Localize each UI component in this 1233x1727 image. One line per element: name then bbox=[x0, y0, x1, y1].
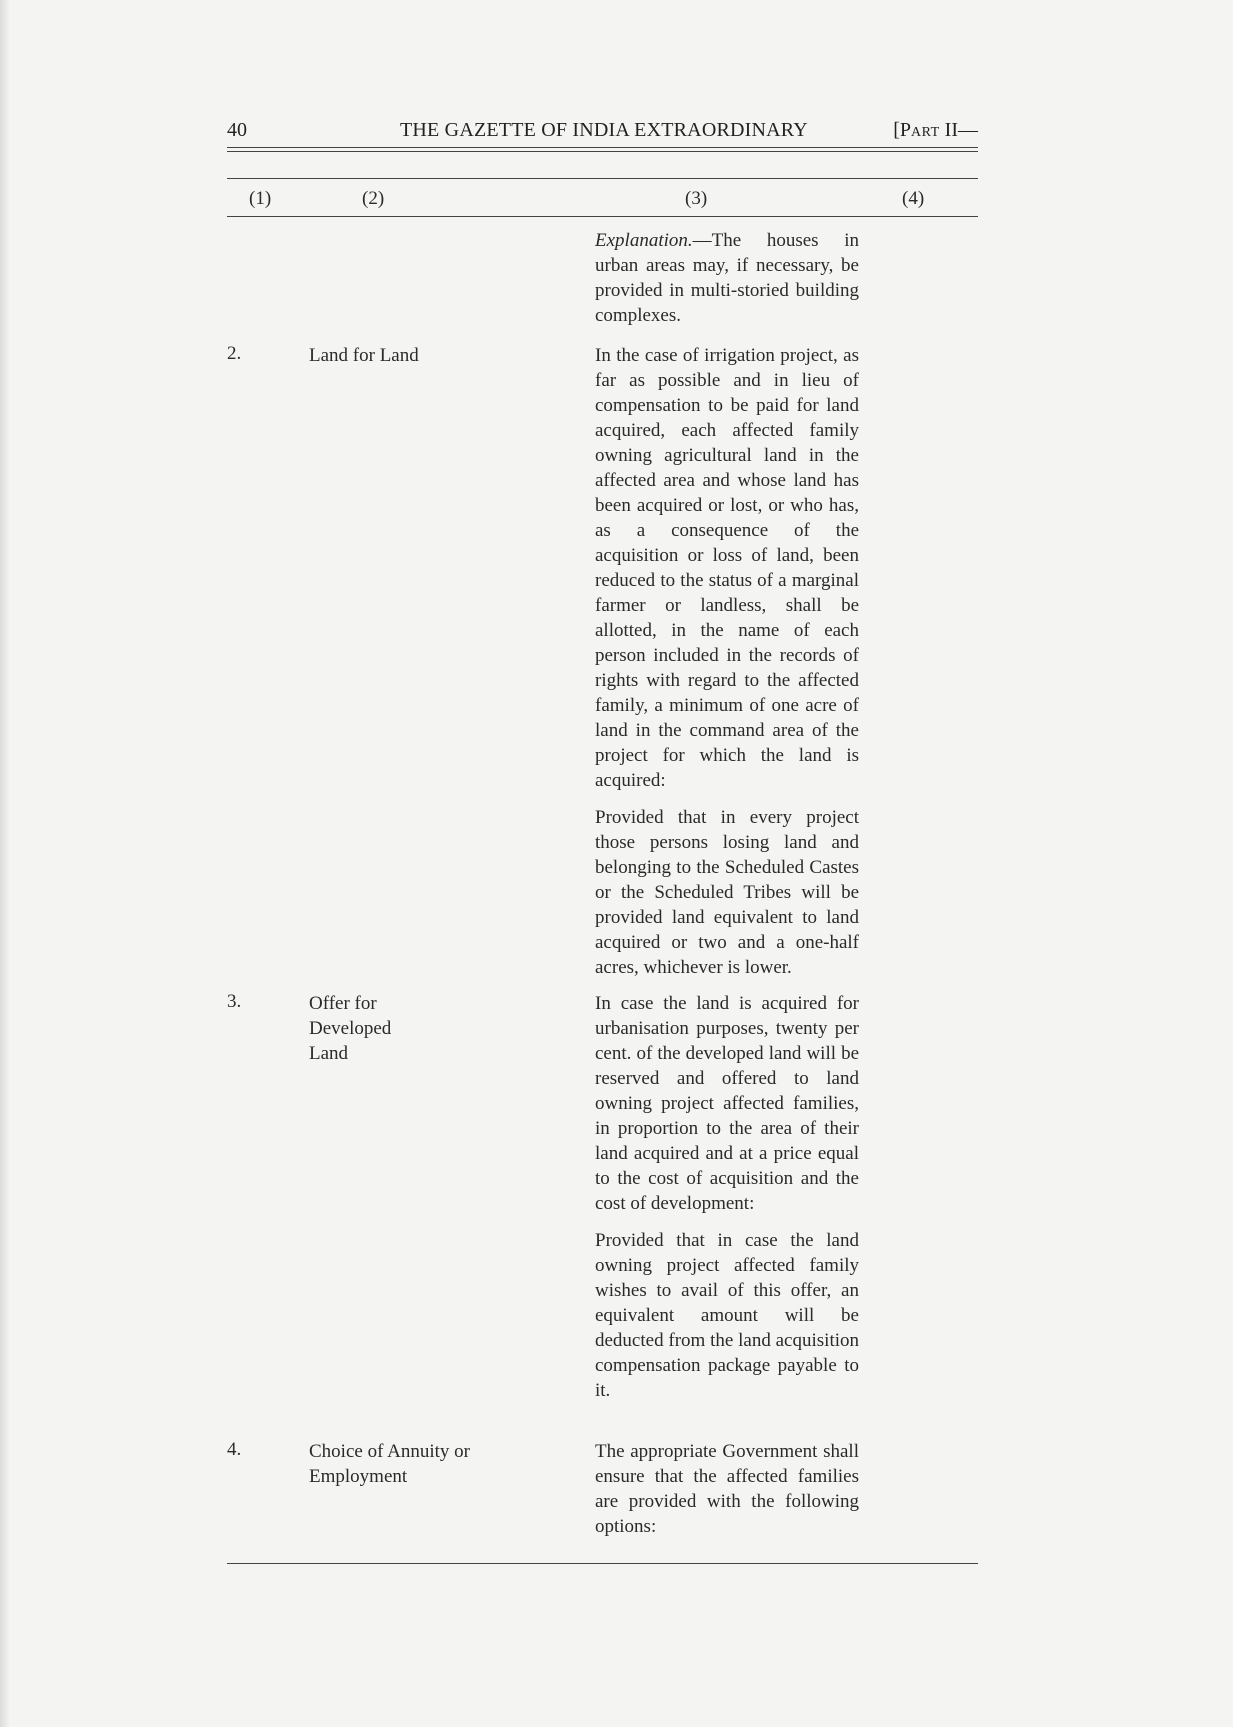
column-heading-2: (2) bbox=[362, 188, 385, 209]
explanation-text: —The houses in urban areas may, if necessary, be provided in multi-storied building complexes. bbox=[595, 230, 859, 326]
header-rule-bottom bbox=[227, 151, 978, 152]
row-number: 3. bbox=[227, 991, 242, 1012]
page-edge-shadow bbox=[0, 0, 10, 1727]
explanation-paragraph bbox=[595, 228, 859, 328]
row-paragraph: The appropriate Government shall ensure that the affected families are provided with the following options: bbox=[595, 1441, 859, 1537]
part-label: [PART II— bbox=[893, 119, 978, 141]
proviso-paragraph: Provided that in every project those persons losing land and belonging to the Scheduled Castes or the Scheduled Tribes will be provided land equivalent to land acquired or two and a one-half acres, whichever is lower. bbox=[595, 807, 859, 978]
header-rule-top bbox=[227, 147, 978, 148]
column-heading-1: (1) bbox=[249, 188, 272, 209]
table-top-rule bbox=[227, 178, 978, 179]
page-number: 40 bbox=[227, 119, 247, 141]
row-number: 4. bbox=[227, 1439, 242, 1460]
proviso-paragraph: Provided that in case the land owning project affected family wishes to avail of this offer, an equivalent amount will be deducted from the land acquisition compensation package payable to it. bbox=[595, 1230, 859, 1401]
row-heading: Choice of Annuity or Employment bbox=[309, 1441, 470, 1487]
row-text bbox=[595, 228, 859, 340]
row-paragraph: In case the land is acquired for urbanisation purposes, twenty per cent. of the developed land will be reserved and offered to land owning project affected families, in proportion to the area of their land acquired and at a price equal to the cost of acquisition and the cost of development: bbox=[595, 993, 859, 1214]
column-headings bbox=[227, 188, 978, 218]
row-text bbox=[595, 991, 859, 1415]
row-text bbox=[595, 1439, 859, 1551]
table-bottom-rule bbox=[227, 1563, 978, 1564]
row-number: 2. bbox=[227, 343, 242, 364]
gazette-title: THE GAZETTE OF INDIA EXTRAORDINARY bbox=[400, 119, 808, 141]
page-header bbox=[227, 117, 978, 147]
column-heading-4: (4) bbox=[902, 188, 925, 209]
explanation-label: Explanation. bbox=[595, 230, 693, 251]
row-text bbox=[595, 343, 859, 992]
column-heading-rule bbox=[227, 216, 978, 217]
row-paragraph: In the case of irrigation project, as far as possible and in lieu of compensation to be paid for land acquired, each affected family owning agricultural land in the affected area and whose land has been acquired or lost, or who has, as a consequence of the acquisition or loss of land, been reduced to the status of a marginal farmer or landless, shall be allotted, in the name of each person included in the records of rights with regard to the affected family, a minimum of one acre of land in the command area of the project for which the land is acquired: bbox=[595, 345, 859, 791]
row-heading: Offer for Developed Land bbox=[309, 993, 392, 1064]
row-heading: Land for Land bbox=[309, 345, 419, 366]
column-heading-3: (3) bbox=[685, 188, 708, 209]
